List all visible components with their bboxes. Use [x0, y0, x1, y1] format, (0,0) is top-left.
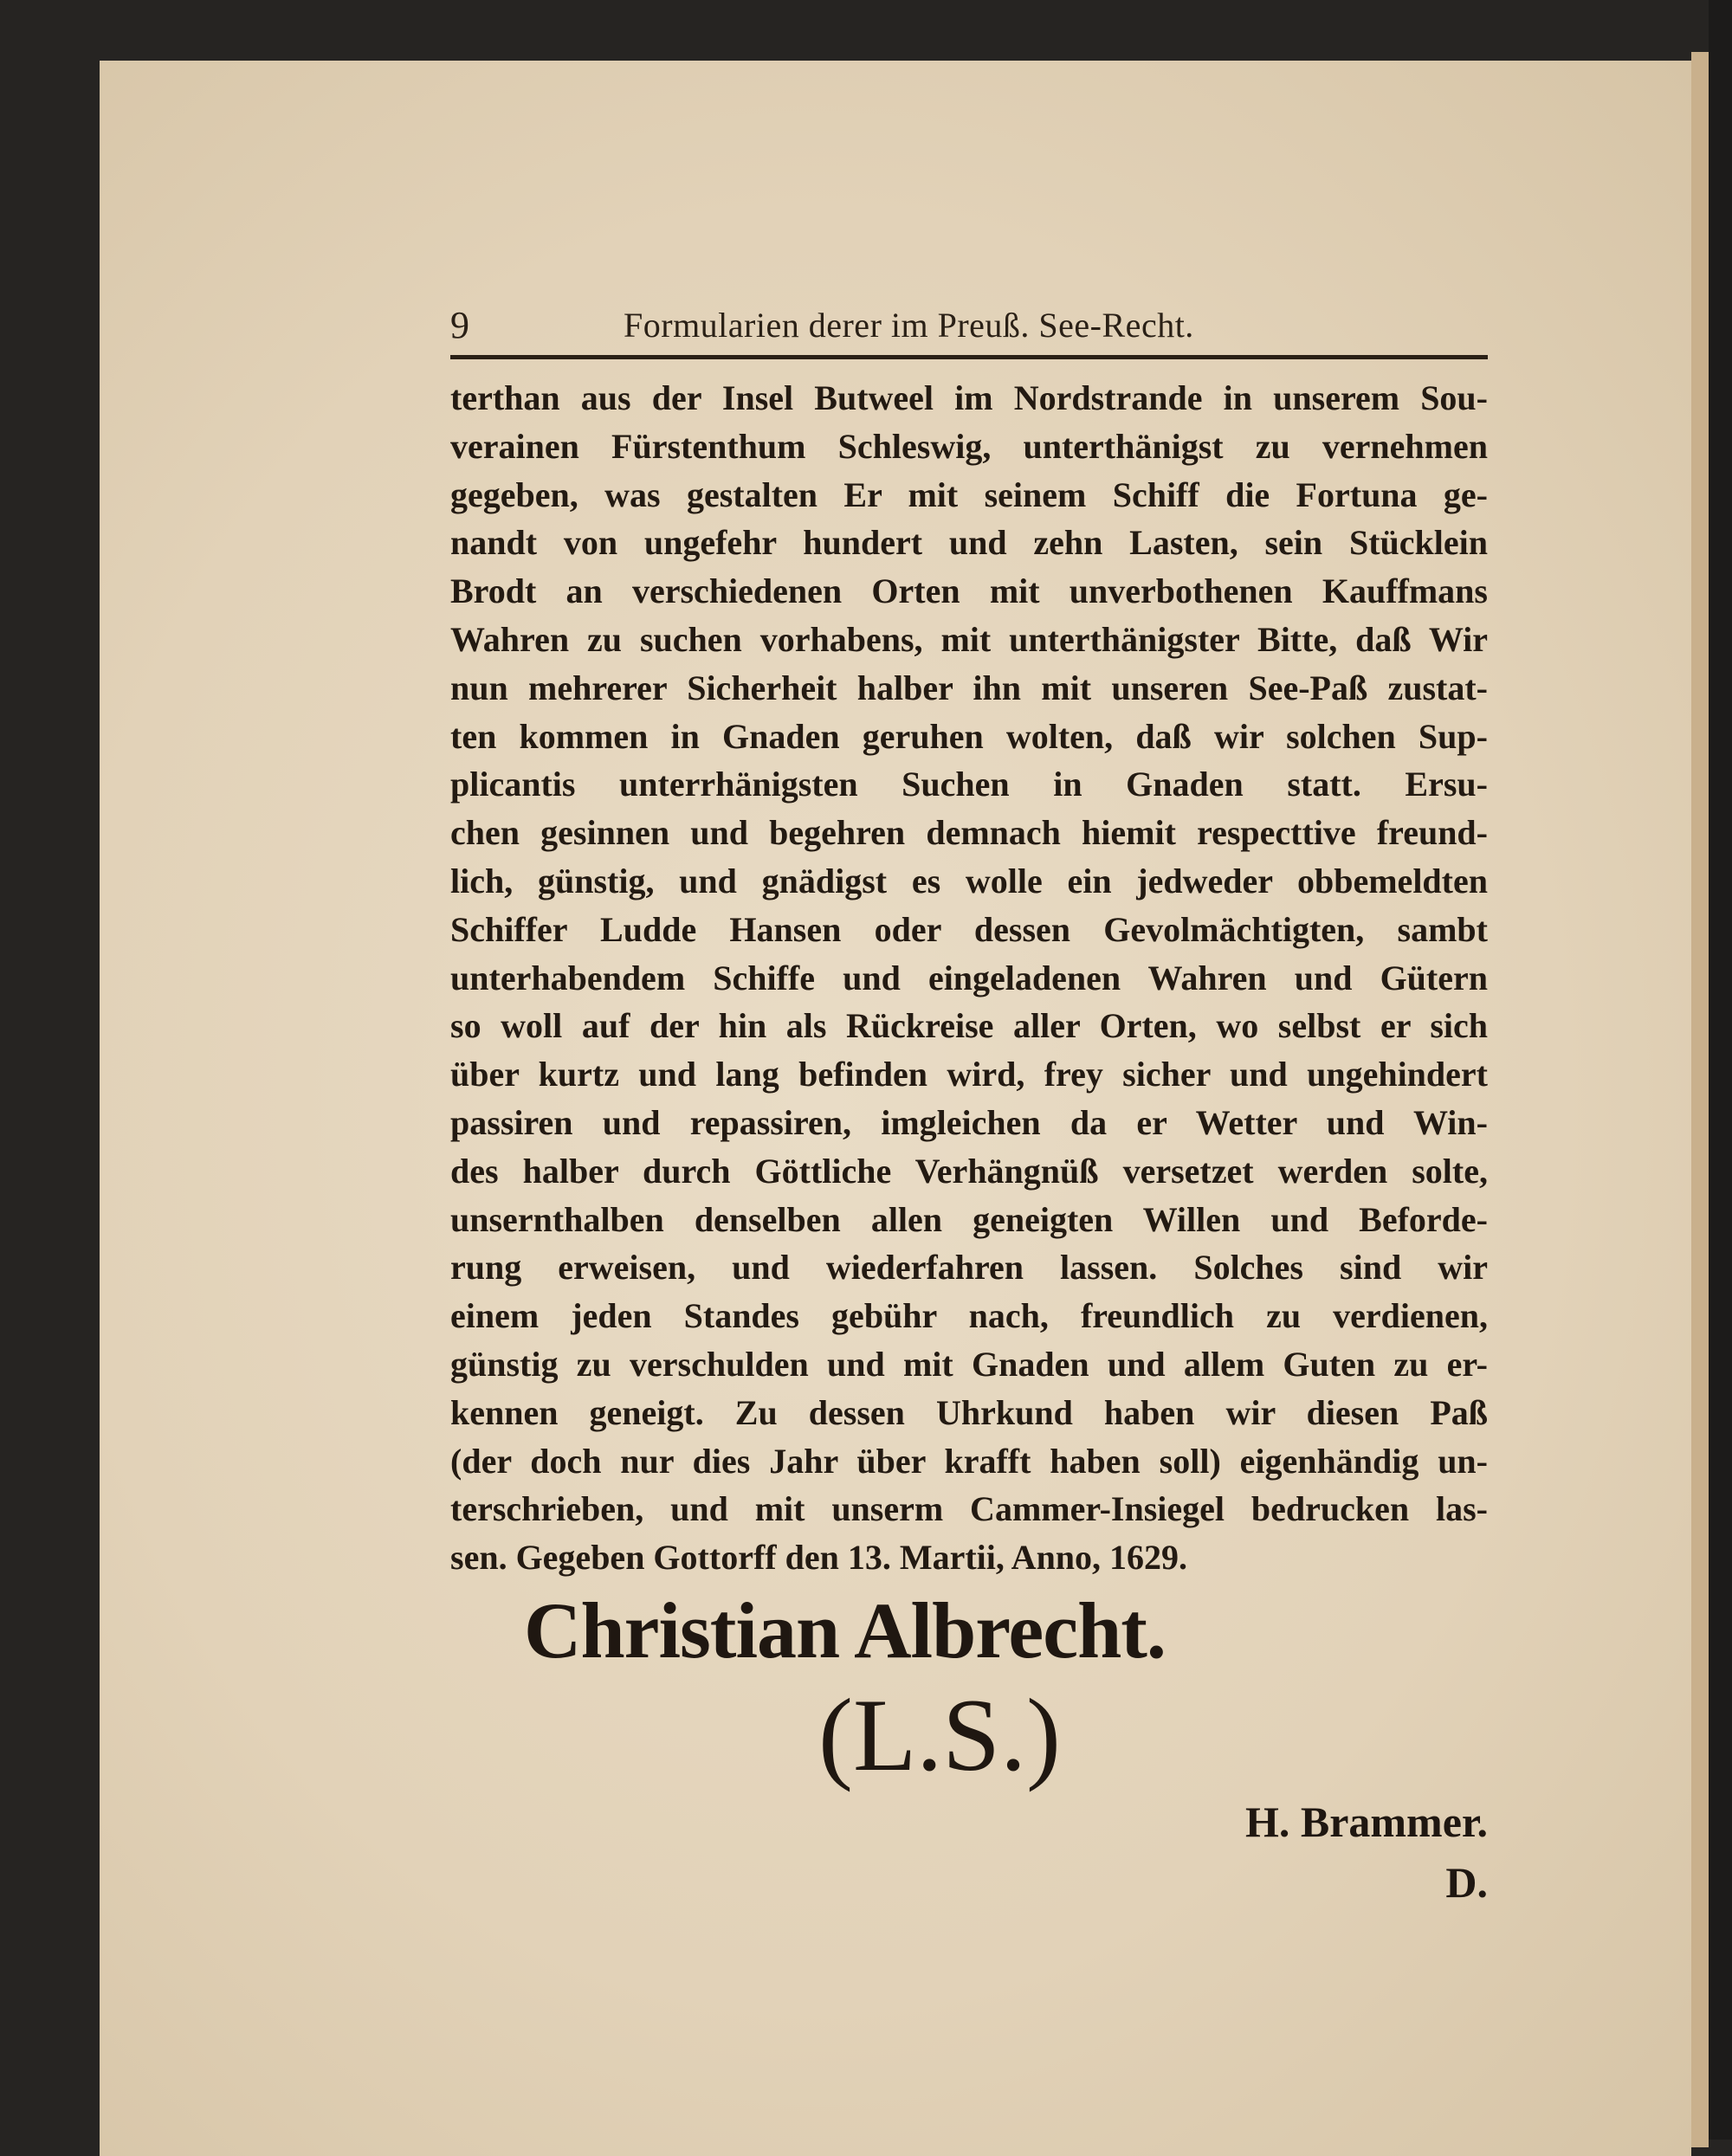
text-line — [450, 1050, 1488, 1099]
text-line-content: plicantis unterrhänigsten Suchen in Gnaden statt. Ersu- — [450, 765, 1488, 804]
text-line — [450, 1533, 1488, 1582]
body-text — [450, 374, 1488, 1582]
text-line-content: passiren und repassiren, imgleichen da er Wetter und Win- — [450, 1102, 1488, 1142]
text-line-content: sen. Gegeben Gottorff den 13. Martii, Anno, 1629. — [450, 1538, 1188, 1578]
text-line-content: ten kommen in Gnaden geruhen wolten, daß wir solchen Sup- — [450, 716, 1488, 756]
text-line-content: gegeben, was gestalten Er mit seinem Schiff die Fortuna ge- — [450, 474, 1488, 514]
text-line-content: (der doch nur dies Jahr über krafft haben soll) eigenhändig un- — [450, 1441, 1488, 1481]
seal-mark: (L.S.) — [818, 1677, 1061, 1792]
text-line — [450, 1340, 1488, 1389]
text-line — [450, 857, 1488, 906]
text-line-content: so woll auf der hin als Rückreise aller Orten, wo selbst er sich — [450, 1006, 1488, 1046]
text-line — [450, 1147, 1488, 1196]
text-line — [450, 664, 1488, 713]
text-line — [450, 471, 1488, 520]
text-line — [450, 1002, 1488, 1050]
text-line-content: chen gesinnen und begehren demnach hiemit respecttive freund- — [450, 813, 1488, 853]
running-header — [450, 303, 1490, 352]
text-line — [450, 567, 1488, 616]
page-edge — [1691, 52, 1709, 2147]
text-line — [450, 906, 1488, 954]
text-line-content: lich, günstig, und gnädigst es wolle ein jedweder obbemeldten — [450, 861, 1488, 900]
text-line-content: verainen Fürstenthum Schleswig, unterthänigst zu vernehmen — [450, 426, 1488, 466]
text-line — [450, 1437, 1488, 1486]
text-line-content: unsernthalben denselben allen geneigten Willen und Beforde- — [450, 1199, 1488, 1239]
text-line-content: einem jeden Standes gebühr nach, freundlich zu verdienen, — [450, 1296, 1488, 1336]
text-line-content: unterhabendem Schiffe und eingeladenen Wahren und Gütern — [450, 958, 1488, 997]
text-line-content: günstig zu verschulden und mit Gnaden und allem Guten zu er- — [450, 1344, 1488, 1384]
text-line-content: nun mehrerer Sicherheit halber ihn mit unseren See-Paß zustat- — [450, 668, 1488, 707]
header-rule — [450, 355, 1488, 359]
countersignature: H. Brammer. — [1244, 1798, 1488, 1846]
page-number: 9 — [450, 304, 469, 346]
text-line-content: des halber durch Göttliche Verhängnüß versetzet werden solte, — [450, 1151, 1488, 1191]
initial-d: D. — [1445, 1858, 1488, 1907]
text-line — [450, 1485, 1488, 1533]
text-line — [450, 519, 1488, 567]
text-line-content: terthan aus der Insel Butweel im Nordstrande in unserem Sou- — [450, 378, 1488, 417]
text-line — [450, 1292, 1488, 1340]
signature-christian-albrecht: Christian Albrecht. — [524, 1586, 1166, 1675]
text-line — [450, 760, 1488, 809]
text-line-content: Wahren zu suchen vorhabens, mit unterthänigster Bitte, daß Wir — [450, 619, 1488, 659]
text-line — [450, 954, 1488, 1003]
text-line-content: nandt von ungefehr hundert und zehn Lasten, sein Stücklein — [450, 523, 1488, 563]
scan-border — [1709, 0, 1732, 2140]
text-line — [450, 616, 1488, 664]
text-line — [450, 1389, 1488, 1437]
text-line — [450, 1099, 1488, 1147]
text-line-content: rung erweisen, und wiederfahren lassen. Solches sind wir — [450, 1248, 1488, 1288]
running-title: Formularien derer im Preuß. See-Recht. — [624, 306, 1194, 345]
text-line — [450, 1196, 1488, 1244]
text-line-content: Brodt an verschiedenen Orten mit unverbothenen Kauffmans — [450, 571, 1488, 611]
text-line — [450, 423, 1488, 471]
text-line-content: über kurtz und lang befinden wird, frey sicher und ungehindert — [450, 1055, 1488, 1094]
text-line-content: Schiffer Ludde Hansen oder dessen Gevolmächtigten, sambt — [450, 909, 1488, 949]
text-line-content: kennen geneigt. Zu dessen Uhrkund haben wir diesen Paß — [450, 1392, 1488, 1432]
text-line-content: terschrieben, und mit unserm Cammer-Insiegel bedrucken las- — [450, 1489, 1488, 1529]
text-line — [450, 809, 1488, 857]
text-line — [450, 713, 1488, 761]
text-line — [450, 1243, 1488, 1292]
text-line — [450, 374, 1488, 423]
